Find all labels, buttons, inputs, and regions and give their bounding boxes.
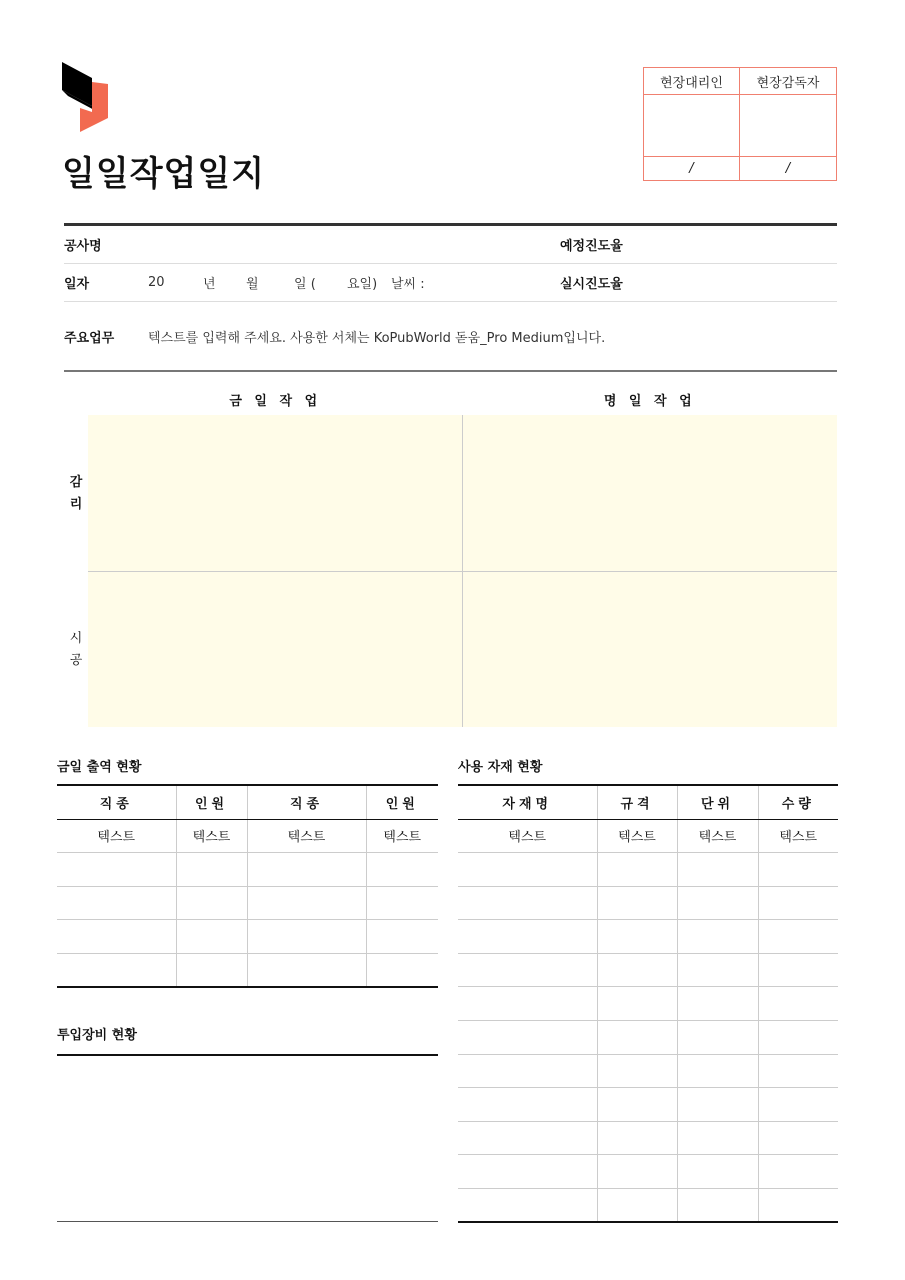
main-task-row — [64, 302, 837, 370]
table-row — [458, 1088, 838, 1122]
table-row — [458, 1054, 838, 1088]
table-cell[interactable] — [366, 853, 438, 887]
date-row — [64, 264, 837, 302]
project-row — [64, 226, 837, 264]
table-cell[interactable] — [597, 886, 677, 920]
materials-header-quantity: 수량 — [758, 785, 838, 819]
table-row — [57, 819, 438, 853]
table-cell[interactable] — [176, 920, 247, 954]
table-cell[interactable] — [758, 1088, 838, 1122]
table-cell[interactable]: 텍스트 — [597, 819, 677, 853]
table-cell[interactable] — [366, 953, 438, 987]
table-row — [57, 920, 438, 954]
table-cell[interactable] — [677, 1189, 758, 1223]
table-cell[interactable]: 텍스트 — [677, 819, 758, 853]
actual-progress-label: 실시진도율 — [560, 277, 623, 292]
table-cell[interactable] — [597, 853, 677, 887]
table-cell[interactable] — [366, 920, 438, 954]
materials-title: 사용 자재 현황 — [458, 760, 543, 775]
equipment-title: 투입장비 현황 — [57, 1028, 137, 1043]
date-day-unit: 일 ( — [294, 277, 316, 292]
table-cell[interactable] — [458, 1088, 597, 1122]
table-cell[interactable] — [677, 953, 758, 987]
approval-date-agent[interactable]: / — [644, 157, 740, 180]
date-month-unit: 월 — [246, 277, 259, 292]
construction-tomorrow-field[interactable] — [463, 572, 838, 727]
table-cell[interactable] — [176, 853, 247, 887]
supervision-tomorrow-field[interactable] — [463, 415, 838, 572]
construction-today-field[interactable] — [88, 572, 463, 727]
tomorrow-work-header: 명 일 작 업 — [603, 394, 696, 409]
materials-header-unit: 단위 — [677, 785, 758, 819]
approval-box — [643, 67, 837, 181]
table-row — [57, 953, 438, 987]
table-cell[interactable] — [597, 1155, 677, 1189]
project-label: 공사명 — [64, 239, 102, 254]
today-work-header: 금 일 작 업 — [229, 394, 322, 409]
materials-header-name: 자재명 — [458, 785, 597, 819]
table-cell[interactable] — [677, 1121, 758, 1155]
table-cell[interactable] — [758, 1121, 838, 1155]
table-cell[interactable] — [176, 953, 247, 987]
date-label: 일자 — [64, 277, 90, 292]
table-row — [458, 1021, 838, 1055]
table-cell[interactable] — [597, 953, 677, 987]
table-cell[interactable] — [458, 1155, 597, 1189]
attendance-table — [57, 784, 438, 988]
table-cell[interactable] — [677, 1088, 758, 1122]
materials-table — [458, 784, 838, 1223]
table-row — [458, 987, 838, 1021]
table-cell[interactable] — [247, 853, 366, 887]
table-cell[interactable] — [247, 953, 366, 987]
table-cell[interactable]: 텍스트 — [247, 819, 366, 853]
table-cell[interactable] — [758, 1189, 838, 1223]
table-row — [57, 853, 438, 887]
table-cell[interactable] — [597, 1088, 677, 1122]
equipment-bottom-rule — [57, 1221, 438, 1222]
attendance-header-trade-2: 직종 — [247, 785, 366, 819]
date-year-prefix[interactable]: 20 — [148, 275, 165, 290]
table-row — [458, 1155, 838, 1189]
page-title: 일일작업일지 — [62, 154, 266, 194]
attendance-header-count-1: 인원 — [176, 785, 247, 819]
table-row — [458, 886, 838, 920]
table-cell[interactable] — [758, 1021, 838, 1055]
table-cell[interactable] — [758, 953, 838, 987]
table-cell[interactable]: 텍스트 — [366, 819, 438, 853]
table-cell[interactable] — [758, 920, 838, 954]
signature-field-supervisor[interactable] — [740, 95, 836, 157]
table-row — [458, 953, 838, 987]
table-cell[interactable] — [597, 1121, 677, 1155]
table-cell[interactable] — [677, 987, 758, 1021]
info-section — [64, 223, 837, 372]
table-cell[interactable] — [597, 1189, 677, 1223]
table-cell[interactable] — [458, 920, 597, 954]
table-cell[interactable] — [458, 1054, 597, 1088]
signature-field-agent[interactable] — [644, 95, 740, 157]
table-cell[interactable] — [677, 886, 758, 920]
table-cell[interactable] — [758, 987, 838, 1021]
table-cell[interactable] — [758, 853, 838, 887]
table-cell[interactable]: 텍스트 — [758, 819, 838, 853]
weather-label[interactable]: 날씨 : — [391, 277, 425, 292]
main-task-label: 주요업무 — [64, 330, 115, 346]
table-cell[interactable] — [176, 886, 247, 920]
main-task-text[interactable]: 텍스트를 입력해 주세요. 사용한 서체는 KoPubWorld 돋움_Pro Medium입니다. — [148, 330, 606, 346]
table-cell[interactable] — [677, 1155, 758, 1189]
date-year-unit: 년 — [203, 277, 216, 292]
work-section — [64, 388, 837, 727]
table-cell[interactable] — [677, 1054, 758, 1088]
table-cell[interactable] — [458, 953, 597, 987]
date-weekday-unit: 요일) — [347, 277, 378, 292]
table-cell[interactable] — [247, 920, 366, 954]
approval-date-supervisor[interactable]: / — [785, 161, 791, 176]
table-row — [458, 1189, 838, 1223]
table-cell[interactable] — [366, 886, 438, 920]
table-cell[interactable] — [57, 886, 176, 920]
table-cell[interactable] — [458, 1121, 597, 1155]
table-cell[interactable] — [677, 853, 758, 887]
table-cell[interactable]: 텍스트 — [176, 819, 247, 853]
table-cell[interactable] — [677, 1021, 758, 1055]
approval-header-supervisor: 현장감독자 — [740, 68, 836, 95]
supervision-today-field[interactable] — [88, 415, 463, 572]
table-cell[interactable] — [458, 987, 597, 1021]
table-cell[interactable] — [57, 953, 176, 987]
table-cell[interactable] — [57, 920, 176, 954]
table-cell[interactable] — [597, 987, 677, 1021]
table-cell[interactable] — [247, 886, 366, 920]
table-row — [458, 920, 838, 954]
approval-header-agent: 현장대리인 — [644, 68, 740, 95]
attendance-title: 금일 출역 현황 — [57, 760, 142, 775]
table-cell[interactable] — [758, 1054, 838, 1088]
table-cell[interactable] — [458, 886, 597, 920]
table-row — [57, 886, 438, 920]
planned-progress-label: 예정진도율 — [560, 239, 623, 254]
table-cell[interactable]: 텍스트 — [458, 819, 597, 853]
table-cell[interactable] — [458, 1021, 597, 1055]
supervision-label: 감 리 — [69, 474, 83, 512]
table-cell[interactable] — [758, 1155, 838, 1189]
attendance-header-trade-1: 직종 — [57, 785, 176, 819]
table-cell[interactable] — [458, 1189, 597, 1223]
table-cell[interactable] — [597, 1021, 677, 1055]
table-cell[interactable] — [677, 920, 758, 954]
attendance-header-count-2: 인원 — [366, 785, 438, 819]
table-cell[interactable] — [597, 1054, 677, 1088]
building-block-logo-icon — [62, 62, 110, 134]
table-cell[interactable] — [57, 853, 176, 887]
table-cell[interactable] — [458, 853, 597, 887]
table-cell[interactable] — [758, 886, 838, 920]
table-row — [458, 853, 838, 887]
construction-label: 시 공 — [69, 630, 83, 668]
table-row — [458, 1121, 838, 1155]
equipment-field[interactable] — [57, 1056, 438, 1221]
table-row — [458, 819, 838, 853]
table-cell[interactable]: 텍스트 — [57, 819, 176, 853]
materials-header-spec: 규격 — [597, 785, 677, 819]
table-cell[interactable] — [597, 920, 677, 954]
